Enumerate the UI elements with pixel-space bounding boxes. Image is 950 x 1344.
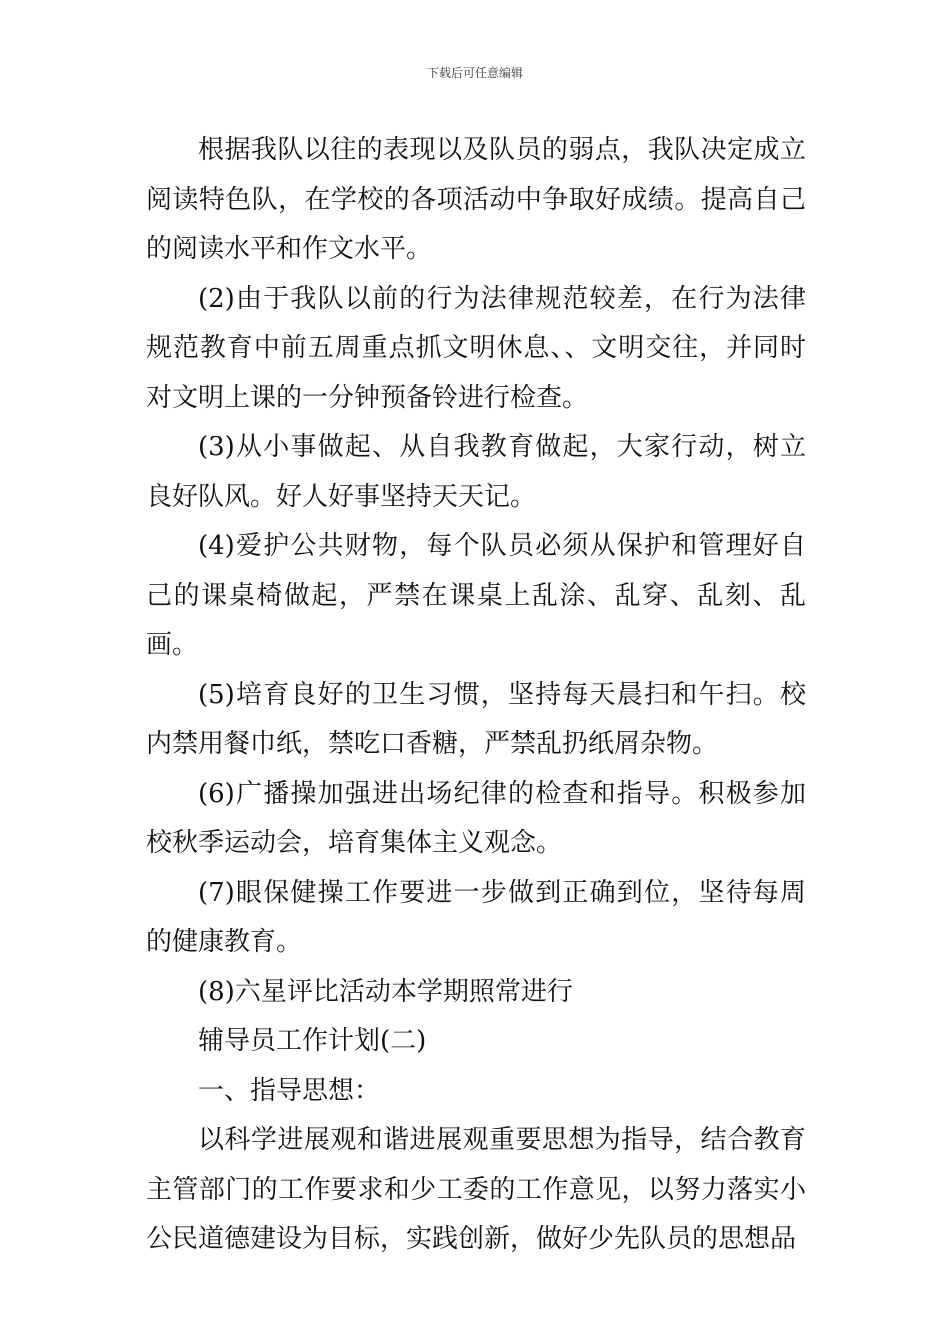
paragraph-reading-team: 根据我队以往的表现以及队员的弱点，我队决定成立阅读特色队，在学校的各项活动中争取好成绩。提高自己的阅读水平和作文水平。 [146,135,806,264]
paragraph-item-7: (7)眼保健操工作要进一步做到正确到位，坚待每周的健康教育。 [146,877,806,957]
paragraph-item-4: (4)爱护公共财物，每个队员必须从保护和管理好自己的课桌椅做起，严禁在课桌上乱涂、乱穿、乱刻、乱画。 [146,531,806,660]
paragraph-item-5: (5)培育良好的卫生习惯，坚持每天晨扫和午扫。校内禁用餐巾纸，禁吃口香糖，严禁乱扔纸屑杂物。 [146,679,806,759]
subsection-heading: 一、指导思想： [198,1075,381,1106]
paragraph-item-8: (8)六星评比活动本学期照常进行 [198,976,573,1007]
paragraph-item-3: (3)从小事做起、从自我教育做起，大家行动，树立良好队风。好人好事坚持天天记。 [146,432,806,512]
page-header: 下载后可任意编辑 [426,66,523,80]
paragraph-guiding-thought: 以科学进展观和谐进展观重要思想为指导，结合教育主管部门的工作要求和少工委的工作意见，以努力落实小公民道德建设为目标，实践创新，做好少先队员的思想品 [146,1125,806,1254]
paragraph-item-6: (6)广播操加强进出场纪律的检查和指导。积极参加校秋季运动会，培育集体主义观念。 [146,778,806,858]
section-title: 辅导员工作计划(二) [198,1026,427,1056]
paragraph-item-2: (2)由于我队以前的行为法律规范较差，在行为法律规范教育中前五周重点抓文明休息、、文明交往，并同时对文明上课的一分钟预备铃进行检查。 [146,283,806,413]
document-body [146,126,806,1265]
